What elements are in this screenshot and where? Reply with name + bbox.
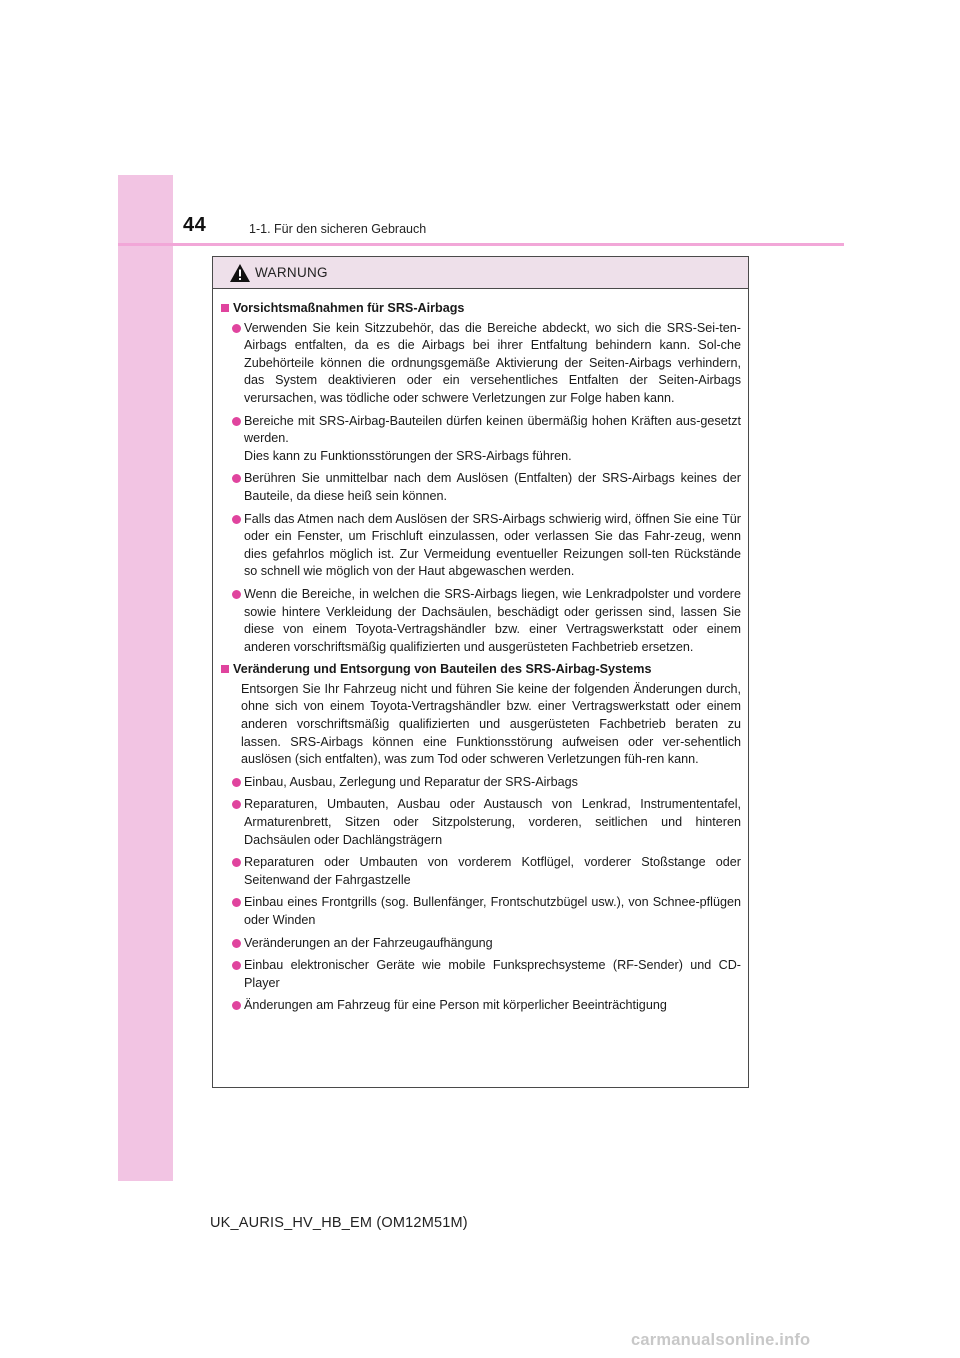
list-item	[221, 997, 741, 1015]
warning-box	[212, 256, 749, 1088]
section-title: 1-1. Für den sicheren Gebrauch	[249, 222, 427, 236]
section-heading	[221, 661, 741, 679]
circle-bullet-icon	[232, 939, 241, 948]
list-item-text: Verwenden Sie kein Sitzzubehör, das die Bereiche abdeckt, wo sich die SRS-Sei-ten-Airbags entfalten, da es die Airbags bei ihrer Entfaltung behindern kann. Sol-che Zubehörteile können die ordnungsgemäße Aktivierung der Seiten-Airbags verhindern, das System deaktivieren oder ein versehentliches Entfalten der Seiten-Airbags verursachen, was tödliche oder schwere Verletzungen zur Folge haben kann.	[244, 320, 741, 405]
list-item-text: Änderungen am Fahrzeug für eine Person mit körperlicher Beeinträchtigung	[244, 998, 667, 1013]
section-intro: Entsorgen Sie Ihr Fahrzeug nicht und führen Sie keine der folgenden Änderungen durch, ohne sich von einem Toyota-Vertragshändler bzw. einer Vertragswerkstatt oder einem anderen vorschriftsmäßig qualifizierten und ausgerüsteten Fachbetrieb beraten zu lassen. SRS-Airbags können eine Funktionsstörung aufweisen oder ver-sehentlich auslösen (sich entfalten), was zum Tod oder schweren Verletzungen füh-ren kann.	[241, 681, 741, 767]
list-item-text: Veränderungen an der Fahrzeugaufhängung	[244, 935, 493, 950]
list-item	[221, 957, 741, 992]
square-bullet-icon	[221, 665, 229, 673]
list-item-text: Reparaturen, Umbauten, Ausbau oder Austausch von Lenkrad, Instrumententafel, Armaturenbrett, Sitzen oder Sitzpolsterung, vorderen, seitlichen und hinteren Dachsäulen oder Dachlängsträgern	[244, 797, 741, 847]
list-item	[221, 413, 741, 466]
list-item-text-note: Dies kann zu Funktionsstörungen der SRS-Airbags führen.	[244, 448, 572, 463]
list-item-text: Bereiche mit SRS-Airbag-Bauteilen dürfen keinen übermäßig hohen Kräften aus-gesetzt werden.	[244, 413, 741, 446]
section-heading	[221, 300, 741, 318]
list-item-text: Falls das Atmen nach dem Auslösen der SRS-Airbags schwierig wird, öffnen Sie eine Tür oder ein Fenster, um Frischluft einzulassen, oder verlassen Sie das Fahr-zeug, wenn dies gefahrlos möglich ist. Zur Vermeidung eventueller Reizungen soll-ten Rückstände so schnell wie möglich von der Haut abgewaschen werden.	[244, 511, 741, 579]
list-item-text: Reparaturen oder Umbauten von vorderem Kotflügel, vorderer Stoßstange oder Seitenwand der Fahrgastzelle	[244, 855, 741, 887]
list-item-text: Einbau elektronischer Geräte wie mobile Funksprechsysteme (RF-Sender) und CD-Player	[244, 958, 741, 990]
circle-bullet-icon	[232, 858, 241, 867]
list-item	[221, 854, 741, 889]
warning-body	[213, 289, 748, 1015]
page-number: 44	[183, 214, 207, 236]
warning-triangle-icon	[229, 263, 251, 283]
list-item-text: Wenn die Bereiche, in welchen die SRS-Airbags liegen, wie Lenkradpolster und vordere sowie hintere Verkleidung der Dachsäulen, beschädigt oder gerissen sind, lassen Sie diese von einem Toyota-Vertragshändler bzw. einer Vertragswerkstatt oder einem anderen vorschriftsmäßig qualifizierten und ausgerüsteten Fachbetrieb ersetzen.	[244, 586, 741, 654]
list-item	[221, 511, 741, 581]
list-item-text: Einbau, Ausbau, Zerlegung und Reparatur der SRS-Airbags	[244, 774, 578, 789]
circle-bullet-icon	[232, 961, 241, 970]
circle-bullet-icon	[232, 778, 241, 787]
list-item-text: Berühren Sie unmittelbar nach dem Auslösen (Entfalten) der SRS-Airbags keines der Bauteile, da diese heiß sein können.	[244, 471, 741, 503]
list-item	[221, 894, 741, 929]
circle-bullet-icon	[232, 590, 241, 599]
warning-header	[213, 257, 748, 289]
section-heading-text: Veränderung und Entsorgung von Bauteilen des SRS-Airbag-Systems	[233, 662, 652, 677]
document-code: UK_AURIS_HV_HB_EM (OM12M51M)	[210, 1215, 468, 1231]
chapter-sidebar	[118, 175, 173, 1181]
circle-bullet-icon	[232, 324, 241, 333]
circle-bullet-icon	[232, 898, 241, 907]
list-item-text: Einbau eines Frontgrills (sog. Bullenfänger, Frontschutzbügel usw.), von Schnee-pflügen oder Winden	[244, 895, 741, 927]
watermark: carmanualsonline.info	[631, 1331, 811, 1349]
list-item	[221, 320, 741, 408]
header-rule	[118, 243, 844, 246]
warning-title: WARNUNG	[255, 265, 328, 280]
circle-bullet-icon	[232, 800, 241, 809]
square-bullet-icon	[221, 304, 229, 312]
list-item	[221, 586, 741, 656]
circle-bullet-icon	[232, 1001, 241, 1010]
list-item	[221, 774, 741, 792]
section-heading-text: Vorsichtsmaßnahmen für SRS-Airbags	[233, 301, 465, 315]
circle-bullet-icon	[232, 515, 241, 524]
circle-bullet-icon	[232, 417, 241, 426]
circle-bullet-icon	[232, 474, 241, 483]
list-item	[221, 935, 741, 953]
list-item	[221, 796, 741, 849]
list-item	[221, 470, 741, 505]
